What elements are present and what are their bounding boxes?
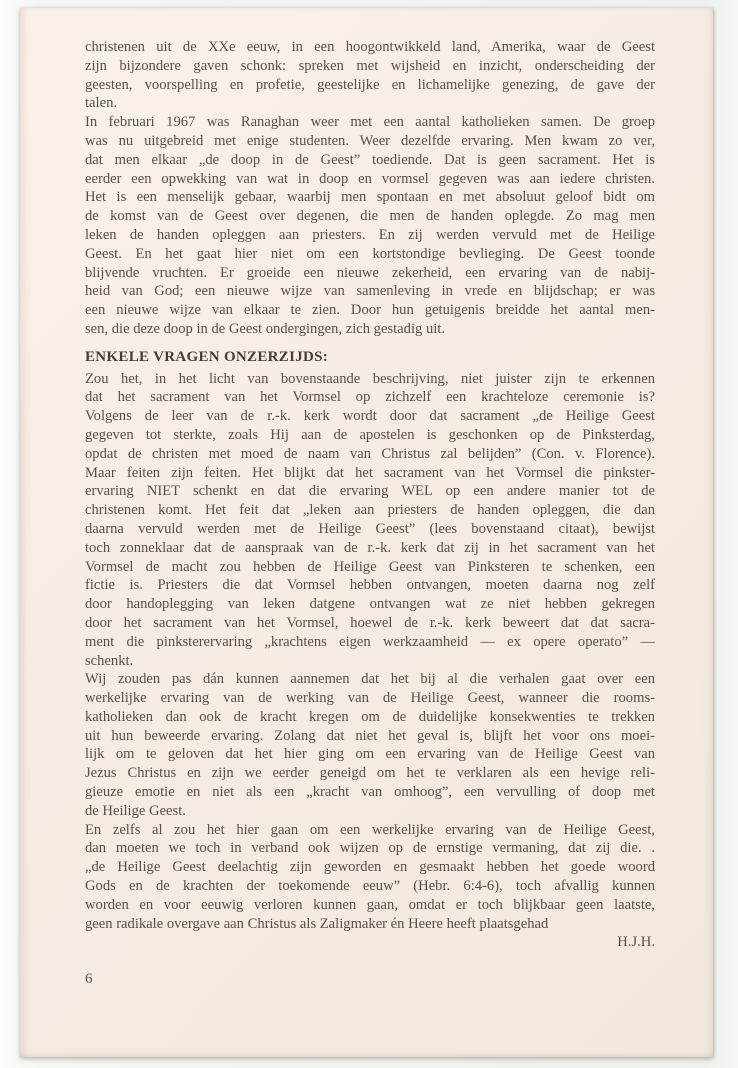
text-line: En zelfs al zou het hier gaan om een werkelijke ervaring van de Heilige Geest, [85,821,655,838]
text-line: geesten, voorspelling en profetie, geestelijke en lichamelijke genezing, de gave der [85,76,655,93]
page-text [20,8,713,933]
text-line: heid van God; een nieuwe wijze van samenleving in vrede en blijdschap; er was [85,283,655,300]
section-heading: ENKELE VRAGEN ONZERZIJDS: [85,348,329,365]
text-line: blijvende vruchten. Er groeide een nieuwe zekerheid, een ervaring van de nabij- [85,264,655,281]
text-line: zijn bijzondere gaven schonk: spreken met wijsheid en inzicht, onderscheiding der [85,57,655,74]
text-line: „de Heilige Geest deelachtig zijn geworden en gesmaakt hebben het goede woord [85,859,655,876]
paragraph [85,821,655,934]
text-line: was nu uitgebreid met enige studenten. Weer dezelfde ervaring. Men kwam zo ver, [85,132,655,149]
text-line: leken de handen opleggen aan priesters. En zij werden vervuld met de Heilige [85,226,655,243]
text-line: gieuze emotie en niet als een „kracht van omhoog”, een vervulling of doop met [85,784,655,801]
text-line: eerder een opwekking van wat in doop en vormsel gegeven was aan iedere christen. [85,170,655,187]
text-line: gegeven tot sterkte, zoals Hij aan de apostelen is geschonken op de Pinksterdag, [85,426,655,443]
paragraph [85,113,655,339]
text-line: Geest. En het gaat hier niet om een kortstondige bevlieging. De Geest toonde [85,245,655,262]
paragraph [85,38,655,113]
text-line: door het sacrament van het Vormsel, hoewel de r.-k. kerk beweert dat dat sacra- [85,614,655,631]
text-line: Volgens de leer van de r.-k. kerk wordt door dat sacrament „de Heilige Geest [85,408,655,425]
paragraph [85,370,655,671]
text-line: schenkt. [85,652,134,669]
text-line: Zou het, in het licht van bovenstaande beschrijving, niet juister zijn te erkennen [85,370,655,387]
text-line: lijk om te geloven dat het hier ging om een ervaring van de Heilige Geest van [85,746,655,763]
paragraph [85,670,655,820]
text-line: talen. [85,95,118,112]
book-page [20,8,713,1057]
text-line: toch zonneklaar dat de aanspraak van de r.-k. kerk dat zij in het sacrament van het [85,539,655,556]
text-line: opdat de christen met moed de naam van Christus zal belijden” (Con. v. Florence). [85,445,655,462]
text-line: christenen uit de XXe eeuw, in een hoogontwikkeld land, Amerika, waar de Geest [85,39,655,55]
text-line: dat het sacrament van het Vormsel op zichzelf een krachteloze ceremonie is? [85,389,655,406]
text-line: ervaring NIET schenkt en dat die ervaring WEL op een andere manier tot de [85,483,655,500]
text-line: christenen komt. Het feit dat „leken aan priesters de handen opleggen, die dan [85,502,655,519]
text-line: Wij zouden pas dán kunnen aannemen dat het bij al die verhalen gaat over een [85,671,655,688]
text-line: In februari 1967 was Ranaghan weer met een aantal katholieken samen. De groep [85,114,655,131]
page-number: 6 [85,971,93,988]
text-line: sen, die deze doop in de Geest ondergingen, zich gestadig uit. [85,320,446,337]
text-line: uit hun beweerde ervaring. Zolang dat niet het geval is, blijft het voor ons moei- [85,727,655,744]
text-line: worden en voor eeuwig verloren kunnen gaan, omdat er toch blijkbaar geen laatste, [85,896,655,913]
text-line: werkelijke ervaring van de werking van de Heilige Geest, wanneer die rooms- [85,690,655,707]
signature-initials: H.J.H. [617,934,655,951]
text-line: dan moeten we toch in verband ook wijzen op de ernstige vermaning, dat zij die. . [85,840,655,857]
text-line: door handoplegging van leken datgene ontvangen wat ze niet hebben gekregen [85,596,655,613]
text-line: Jezus Christus en zijn we eerder geneigd om het te verklaren als een hevige reli- [85,765,655,782]
text-line: de Heilige Geest. [85,802,186,819]
text-line: Gods en de krachten der toekomende eeuw” (Hebr. 6:4-6), toch afvallig kunnen [85,878,655,895]
text-line: Maar feiten zijn feiten. Het blijkt dat het sacrament van het Vormsel die pinkster- [85,464,655,481]
text-line: de komst van de Geest over degenen, die men de handen oplegde. Zo mag men [85,208,655,225]
text-line: geen radikale overgave aan Christus als Zaligmaker én Heere heeft plaatsgehad [85,915,549,932]
text-line: fictie is. Priesters die dat Vormsel hebben ontvangen, moeten daarna nog zelf [85,577,655,594]
text-line: een nieuwe wijze van elkaar te zien. Door hun getuigenis breidde het aantal men- [85,302,655,319]
text-line: Het is een menselijk gebaar, waarbij men spontaan en met absoluut geloof bidt om [85,189,655,206]
text-line: dat men elkaar „de doop in de Geest” toediende. Dat is geen sacrament. Het is [85,151,655,168]
text-line: ment die pinksterervaring „krachtens eigen werkzaamheid — ex opere operato” — [85,633,655,650]
text-line: daarna vervuld werden met de Heilige Geest” (lees bovenstaand citaat), bewijst [85,520,655,537]
text-line: katholieken dan ook de kracht kregen om de duidelijke konsekwenties te trekken [85,708,655,725]
text-line: Vormsel de macht zou hebben de Heilige Geest van Pinksteren te schenken, een [85,558,655,575]
